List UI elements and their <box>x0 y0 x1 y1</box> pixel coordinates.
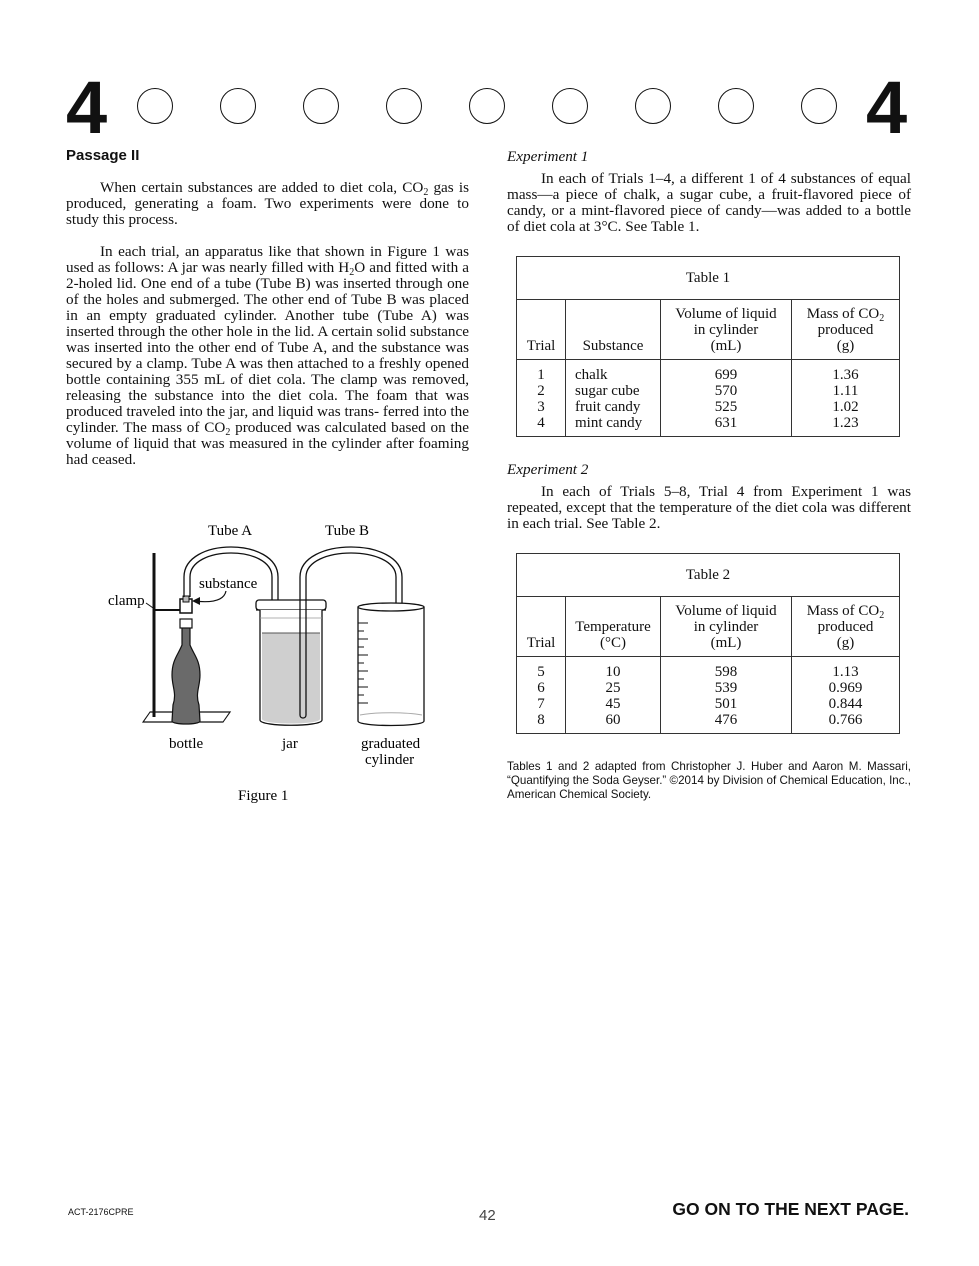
circle-icon <box>635 88 671 124</box>
figure-1-apparatus <box>66 515 466 815</box>
circle-icon <box>718 88 754 124</box>
table-2-header-trial: Trial <box>517 597 566 657</box>
go-on-next-page: GO ON TO THE NEXT PAGE. <box>672 1199 909 1219</box>
jar-label: jar <box>282 736 298 752</box>
table-2-header-temperature: Temperature (°C) <box>566 597 661 657</box>
tube-a-label: Tube A <box>208 523 253 539</box>
bottle-label: bottle <box>169 736 204 752</box>
experiment-1-text: In each of Trials 1–4, a different 1 of 4 substances of equal mass—a piece of chalk, a sugar cube, a fruit-flavored piece of candy, or a mint-flavored piece of candy—was added to a bottle of diet cola at 3°C. See Table 1. <box>507 170 911 235</box>
bottle-cap <box>180 619 192 628</box>
tables-source-note: Tables 1 and 2 adapted from Christopher J. Huber and Aaron M. Massari, “Quantifying the Soda Geyser.” ©2014 by Division of Chemical Education, Inc., American Chemical Society. <box>507 760 911 801</box>
table-2-caption: Table 2 <box>517 554 900 597</box>
experiment-2-section <box>507 462 911 532</box>
table-1-header-mass: Mass of $CO_2$ produced (g) <box>792 300 900 360</box>
table-1-header-volume: Volume of liquid in cylinder (mL) <box>661 300 792 360</box>
circle-icon <box>303 88 339 124</box>
footer-code: ACT-2176CPRE <box>68 1207 134 1217</box>
passage-title: Passage II <box>66 147 140 164</box>
table-1 <box>516 256 900 437</box>
experiment-1-title: Experiment 1 <box>507 148 589 165</box>
passage-paragraph-1: When certain substances are added to diet cola, $CO_2$ gas is produced, generating a foam. Two experiments were done to study this process. <box>66 179 469 228</box>
circle-icon <box>137 88 173 124</box>
table-1-mass-column: 1.36 1.11 1.02 1.23 <box>792 360 900 437</box>
table-2-header-volume: Volume of liquid in cylinder (mL) <box>661 597 792 657</box>
table-2-mass-column: 1.13 0.969 0.844 0.766 <box>792 657 900 734</box>
experiment-2-title: Experiment 2 <box>507 461 589 478</box>
jar <box>256 600 326 725</box>
circle-icon <box>469 88 505 124</box>
cola-bottle <box>172 627 200 724</box>
passage-column <box>66 148 469 468</box>
table-1-caption: Table 1 <box>517 257 900 300</box>
figure-caption: Figure 1 <box>238 788 289 804</box>
section-number-right: 4 <box>866 66 908 149</box>
circle-icon <box>386 88 422 124</box>
page-number: 42 <box>479 1207 496 1224</box>
substance-label: substance <box>199 576 258 592</box>
passage-paragraph-2: In each trial, an apparatus like that shown in Figure 1 was used as follows: A jar was nearly filled with $H_2O$ and fitted with a 2-holed lid. One end of a tube (Tube B) was inserted through one of the holes and submerged. The other end of Tube B was placed in an empty graduated cylinder. Another tube (Tube A) was inserted through the other hole in the lid. A certain solid substance was inserted into the other end of Tube A, and the substance was secured by a clamp. Tube A was then attached to a freshly opened bottle containing 355 mL of diet cola. The clamp was removed, releasing the substance into the diet cola. The foam that was produced traveled into the jar, and liquid was trans- ferred into the cylinder. The mass of $CO_2$ produced was calculated based on the volume of liquid that was measured in the cylinder after foaming had ceased. <box>66 243 469 468</box>
cylinder-label-line2: cylinder <box>365 752 415 768</box>
circle-icon <box>220 88 256 124</box>
circle-icon <box>552 88 588 124</box>
graduated-cylinder <box>358 603 424 726</box>
table-1-header-substance: Substance <box>566 300 661 360</box>
experiment-1-section <box>507 149 911 235</box>
table-2 <box>516 553 900 734</box>
table-1-header-trial: Trial <box>517 300 566 360</box>
table-1-volume-column: 699 570 525 631 <box>661 360 792 437</box>
table-2-trial-column: 5 6 7 8 <box>517 657 566 734</box>
table-2-volume-column: 598 539 501 476 <box>661 657 792 734</box>
cylinder-label-line1: graduated <box>361 736 421 752</box>
experiment-2-text: In each of Trials 5–8, Trial 4 from Experiment 1 was repeated, except that the temperature of the diet cola was different in each trial. See Table 2. <box>507 483 911 532</box>
section-number-left: 4 <box>66 66 108 149</box>
tube-b-label: Tube B <box>325 523 370 539</box>
table-2-header-mass: Mass of $CO_2$ produced (g) <box>792 597 900 657</box>
table-2-temperature-column: 10 25 45 60 <box>566 657 661 734</box>
clamp-label: clamp <box>108 593 145 609</box>
circle-icon <box>801 88 837 124</box>
table-1-trial-column: 1 2 3 4 <box>517 360 566 437</box>
table-1-substance-column: chalk sugar cube fruit candy mint candy <box>566 360 661 437</box>
